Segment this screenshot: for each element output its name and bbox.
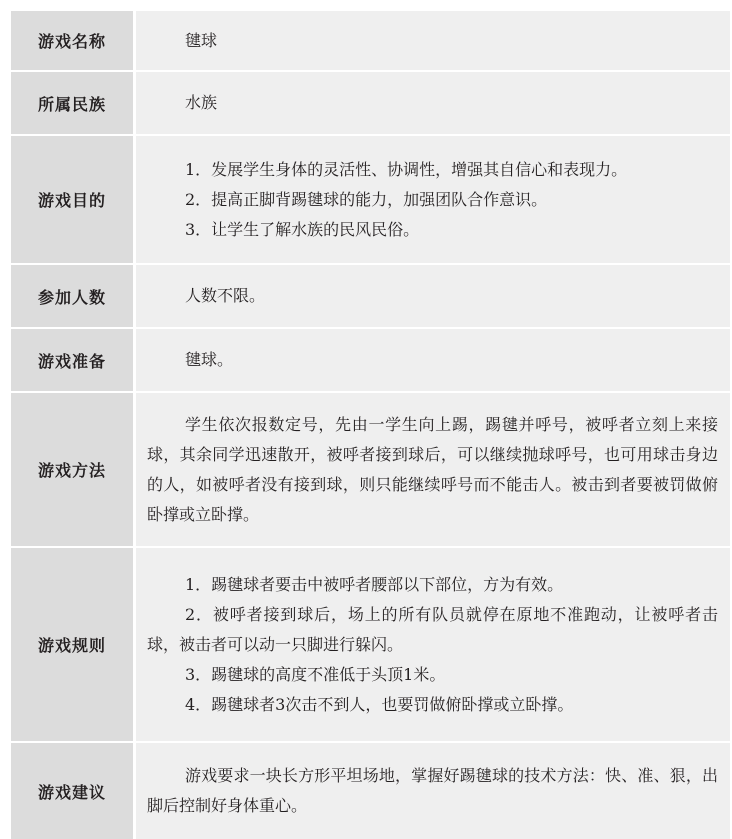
row-label-preparation: 游戏准备 [11, 329, 133, 391]
row-value-suggestion [136, 743, 730, 839]
rule-item: 2．被呼者接到球后，场上的所有队员就停在原地不准跑动，让被呼者击球，被击者可以动一只脚进行躲闪。 [147, 604, 718, 654]
row-label-rules: 游戏规则 [11, 548, 133, 741]
row-value-preparation: 毽球。 [136, 329, 730, 391]
row-label-purpose: 游戏目的 [11, 136, 133, 263]
row-label-participants: 参加人数 [11, 265, 133, 327]
purpose-item: 1．发展学生身体的灵活性、协调性，增强其自信心和表现力。 [185, 159, 628, 179]
rule-item: 4．踢毽球者3次击不到人，也要罚做俯卧撑或立卧撑。 [185, 694, 574, 714]
row-value-purpose [136, 136, 730, 263]
row-value-name: 毽球 [136, 11, 730, 70]
row-label-method: 游戏方法 [11, 393, 133, 546]
row-value-rules [136, 548, 730, 741]
row-value-participants: 人数不限。 [136, 265, 730, 327]
method-paragraph: 学生依次报数定号，先由一学生向上踢，踢毽并呼号，被呼者立刻上来接球，其余同学迅速散开，被呼者接到球后，可以继续抛球呼号，也可用球击身边的人，如被呼者没有接到球，则只能继续呼号而不能击人。被击到者要被罚做俯卧撑或立卧撑。 [147, 414, 718, 524]
rule-item: 1．踢毽球者要击中被呼者腰部以下部位，方为有效。 [185, 574, 564, 594]
purpose-item: 3．让学生了解水族的民风民俗。 [185, 219, 420, 239]
purpose-item: 2．提高正脚背踢毽球的能力，加强团队合作意识。 [185, 189, 548, 209]
rule-item: 3．踢毽球的高度不准低于头顶1米。 [185, 664, 446, 684]
row-label-ethnicity: 所属民族 [11, 72, 133, 134]
row-value-method [136, 393, 730, 546]
suggestion-paragraph: 游戏要求一块长方形平坦场地，掌握好踢毽球的技术方法：快、准、狠，出脚后控制好身体重心。 [147, 766, 718, 815]
game-info-table [11, 11, 730, 833]
row-value-ethnicity: 水族 [136, 72, 730, 134]
row-label-name: 游戏名称 [11, 11, 133, 70]
row-label-suggestion: 游戏建议 [11, 743, 133, 839]
